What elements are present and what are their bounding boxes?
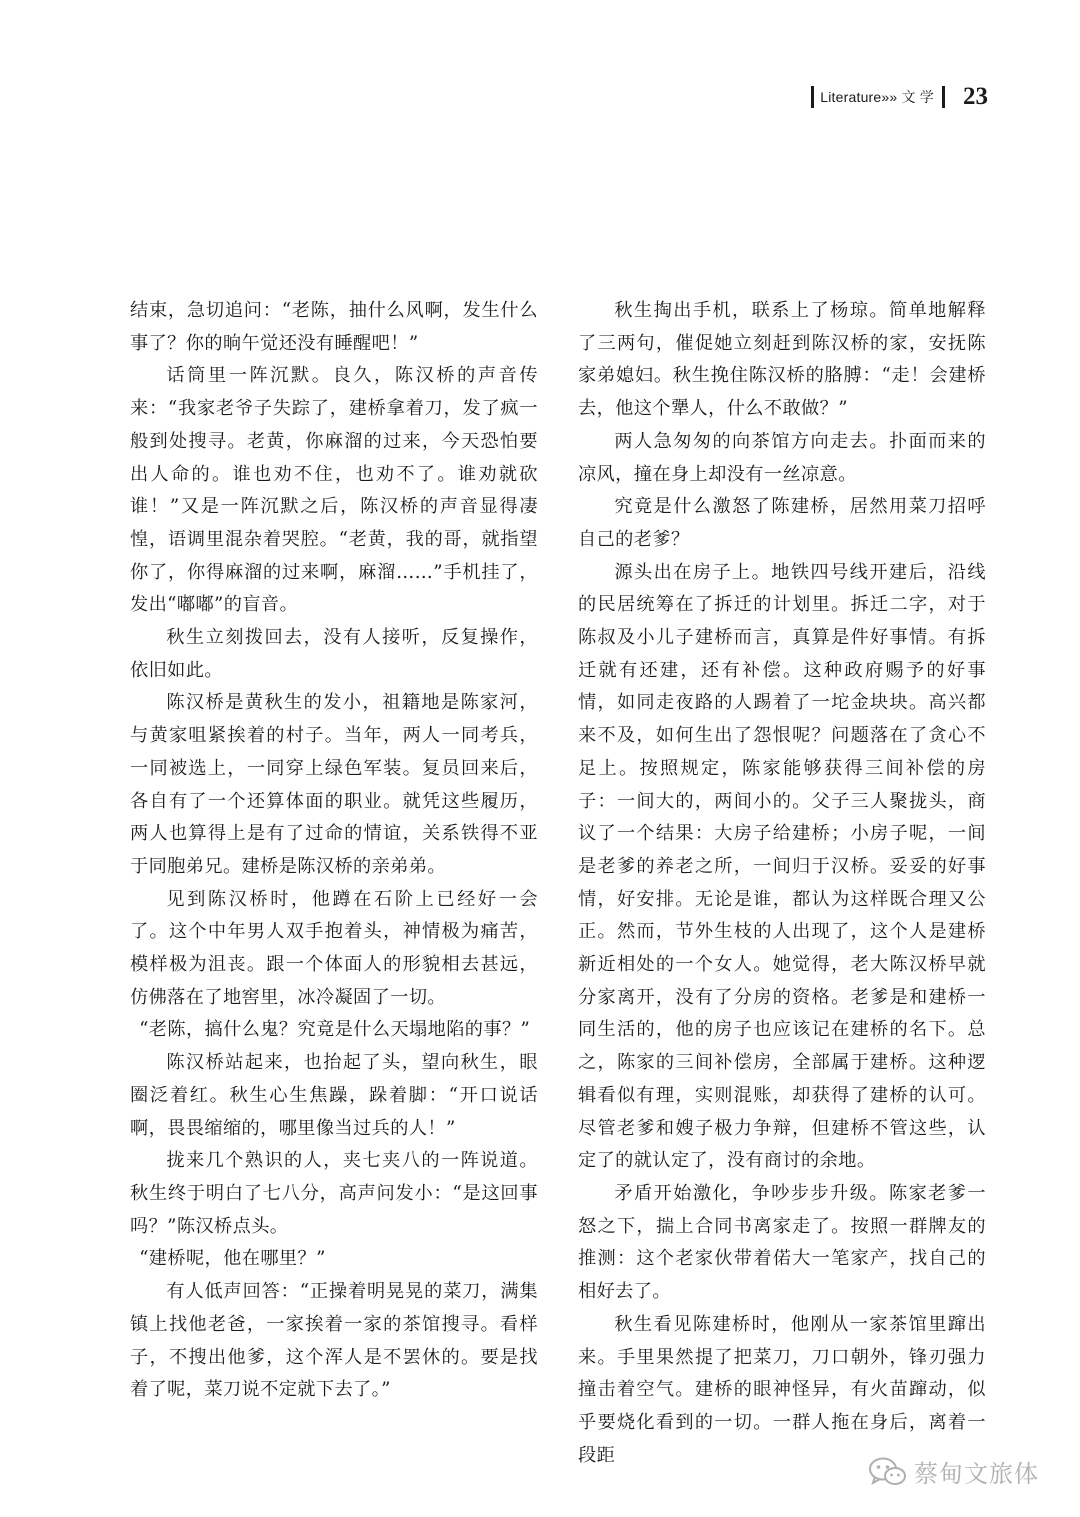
header-left-bar <box>811 86 814 108</box>
watermark <box>868 1454 1039 1489</box>
section-arrows: »» <box>881 89 898 105</box>
paragraph: 两人急匆匆的向茶馆方向走去。扑面而来的凉风，撞在身上却没有一丝凉意。 <box>578 430 986 485</box>
page-number: 23 <box>963 83 988 110</box>
paragraph: 结束，急切追问：“老陈，抽什么风啊，发生什么事了？你的晌午觉还没有睡醒吧！” <box>130 300 538 354</box>
paragraph: 陈汉桥是黄秋生的发小，祖籍地是陈家河，与黄家咀紧挨着的村子。当年，两人一同考兵，一同被选上，一同穿上绿色军装。复员回来后，各自有了一个还算体面的职业。就凭这些履历，两人也算得上是有了过命的情谊，关系铁得不亚于同胞弟兄。建桥是陈汉桥的亲弟弟。 <box>130 692 538 877</box>
paragraph: 陈汉桥站起来，也抬起了头，望向秋生，眼圈泛着红。秋生心生焦躁，跺着脚：“开口说话啊，畏畏缩缩的，哪里像当过兵的人！” <box>130 1052 538 1139</box>
paragraph: 有人低声回答：“正操着明晃晃的菜刀，满集镇上找他老爸，一家挨着一家的茶馆搜寻。看样子，不搜出他爹，这个浑人是不罢休的。要是找着了呢，菜刀说不定就下去了。” <box>130 1281 538 1401</box>
header-right-bar <box>942 86 945 108</box>
paragraph: 见到陈汉桥时，他蹲在石阶上已经好一会了。这个中年男人双手抱着头，神情极为痛苦，模样极为沮丧。跟一个体面人的形貌相去甚远，仿佛落在了地窖里，冰冷凝固了一切。 <box>130 888 538 1008</box>
paragraph: 秋生掏出手机，联系上了杨琼。简单地解释了三两句，催促她立刻赶到陈汉桥的家，安抚陈家弟媳妇。秋生挽住陈汉桥的胳膊：“走！会建桥去，他这个犟人，什么不敢做？” <box>578 300 986 420</box>
paragraph: 究竟是什么激怒了陈建桥，居然用菜刀招呼自己的老爹？ <box>578 496 986 550</box>
paragraph: 话筒里一阵沉默。良久，陈汉桥的声音传来：“我家老爷子失踪了，建桥拿着刀，发了疯一般到处搜寻。老黄，你麻溜的过来，今天恐怕要出人命的。谁也劝不住，也劝不了。谁劝就砍谁！”又是一阵沉默之后，陈汉桥的声音显得凄惶，语调里混杂着哭腔。“老黄，我的哥，就指望你了，你得麻溜的过来啊，麻溜……”手机挂了，发出“嘟嘟”的盲音。 <box>130 365 538 616</box>
wechat-icon <box>868 1456 908 1488</box>
section-label-cn: 文 学 <box>901 89 934 105</box>
paragraph: 拢来几个熟识的人，夹七夹八的一阵说道。秋生终于明白了七八分，高声问发小：“是这回事吗？”陈汉桥点头。 <box>130 1150 538 1237</box>
watermark-text: 蔡甸文旅体 <box>914 1460 1039 1488</box>
paragraph: 矛盾开始激化，争吵步步升级。陈家老爹一怒之下，揣上合同书离家走了。按照一群牌友的推测：这个老家伙带着偌大一笔家产，找自己的相好去了。 <box>578 1182 986 1303</box>
section-label <box>820 87 934 107</box>
paragraph: 秋生立刻拨回去，没有人接听，反复操作，依旧如此。 <box>130 627 538 681</box>
left-column <box>130 295 538 1407</box>
paragraph: 秋生看见陈建桥时，他刚从一家茶馆里蹿出来。手里果然提了把菜刀，刀口朝外，锋刃强力撞击着空气。建桥的眼神怪异，有火苗蹿动，似乎要烧化看到的一切。一群人拖在身后，离着一段距 <box>578 1313 986 1466</box>
page-header <box>811 82 988 112</box>
paragraph: 源头出在房子上。地铁四号线开建后，沿线的民居统筹在了拆迁的计划里。拆迁二字，对于陈叔及小儿子建桥而言，真算是件好事情。有拆迁就有还建，还有补偿。这种政府赐予的好事情，如同走夜路的人踢着了一坨金块块。高兴都来不及，如何生出了怨恨呢？问题落在了贪心不足上。按照规定，陈家能够获得三间补偿的房子：一间大的，两间小的。父子三人聚拢头，商议了一个结果：大房子给建桥；小房子呢，一间是老爹的养老之所，一间归于汉桥。妥妥的好事情，好安排。无论是谁，都认为这样既合理又公正。然而，节外生枝的人出现了，这个人是建桥新近相处的一个女人。她觉得，老大陈汉桥早就分家离开，没有了分房的资格。老爹是和建桥一同生活的，他的房子也应该记在建桥的名下。总之，陈家的三间补偿房，全部属于建桥。这种逻辑看似有理，实则混账，却获得了建桥的认可。尽管老爹和嫂子极力争辩，但建桥不管这些，认定了的就认定了，没有商讨的余地。 <box>578 561 986 1172</box>
paragraph: “老陈，搞什么鬼？究竟是什么天塌地陷的事？” <box>139 1019 531 1041</box>
right-column <box>578 295 986 1472</box>
section-label-en: Literature <box>820 89 882 105</box>
paragraph: “建桥呢，他在哪里？” <box>139 1248 326 1270</box>
